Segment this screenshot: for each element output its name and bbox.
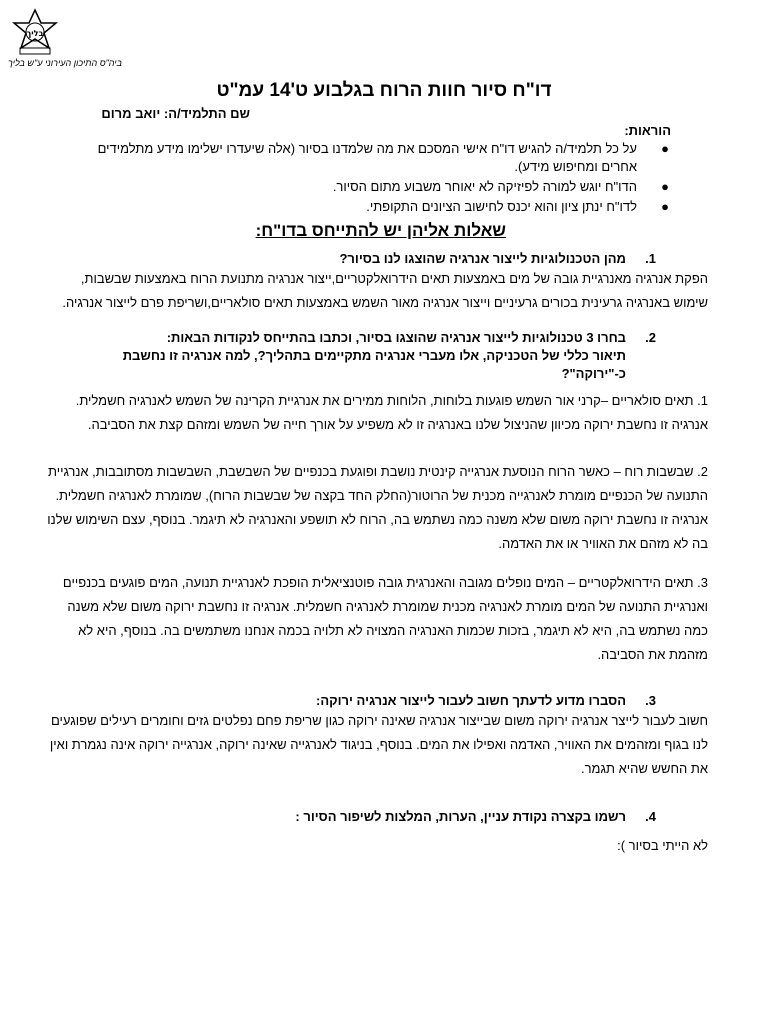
- answer-2-solar: 1. תאים סולאריים –קרני אור השמש פוגעות בלוחות, הלוחות ממירים את אנרגיית הקרינה של השמש לאנרגיה חשמלית. אנרגיה זו נחשבת ירוקה מכיוון שהניצול שלנו באנרגיה זו לא משפיע על אורך חייה של השמש ומזהם קצת את הסביבה.: [75, 393, 708, 432]
- school-name: ביה"ס התיכון העירוני ע"ש בליך: [8, 58, 123, 68]
- logo-text: בליך: [26, 29, 44, 38]
- question-1: 1.מהן הטכנולוגיות לייצור אנרגיה שהוצגו לנו בסיור?: [339, 251, 656, 266]
- school-logo-icon: [10, 8, 60, 58]
- answer-2-hydro: 3. תאים הידרואלקטריים – המים נופלים מגובה והאנרגית גובה פוטנציאלית הופכת לאנרגיית תנועה, המים פוגעים בכנפיים ואנרגיית התנועה של המים מומרת לאנרגיה מכנית שמומרת לאנרגיה חשמלית. אנרגיה זו נחשבת ירוקה משום שלא משנה כמה נשתמש בה, היא לא תיגמר, בזכות שכמות האנרגיה המצויה לא תלויה בכמה אנחנו משתמשים בה. בנוסף, היא לא מזהמת את הסביבה.: [62, 575, 708, 662]
- question-4: 4.רשמו בקצרה נקודת עניין, הערות, המלצות לשיפור הסיור :: [295, 809, 656, 824]
- bullet-icon: ●: [661, 141, 669, 156]
- bullet-icon: ●: [661, 199, 669, 214]
- question-3: 3.הסברו מדוע לדעתך חשוב לעבור לייצור אנרגיה ירוקה:: [315, 693, 656, 708]
- answer-3: חשוב לעבור לייצר אנרגיה ירוקה משום שבייצור אנרגיה שאינה ירוקה כגון שריפת פחם נפלטים גזים וחומרים רעילים שפוגעים לנו בגוף ומזהמים את האוויר, האדמה ואפילו את המים. בנוסף, בניגוד לאנרגייה שאינה ירוקה, אנרגייה ירוקה אינה נגמרת ואין את החשש שהיא תגמר.: [49, 713, 708, 776]
- bullet-icon: ●: [661, 179, 669, 194]
- list-item: ● לדו"ח ינתן ציון והוא יכנס לחישוב הציונים התקופתי.: [366, 199, 669, 214]
- answer-1: הפקת אנרגיה מאנרגיית גובה של מים באמצעות תאים הידרואלקטריים,ייצור אנרגיה מתנועת הרוח באמצעות שבשבות, שימוש באנרגיה גרעינית בכורים גרעיניים וייצור אנרגיה מאור השמש באמצעות תאים סולאריים,ושריפת פרם לייצור אנרגיה.: [62, 271, 708, 310]
- list-item: ● על כל תלמיד/ה להגיש דו"ח אישי המסכם את מה שלמדנו בסיור (אלה שיעדרו ישלימו מידע מתלמידים אחרים ומחיפוש מידע).: [97, 141, 669, 174]
- instructions-list: [96, 140, 671, 218]
- page-title: דו"ח סיור חוות הרוח בגלבוע ט'14 עמ"ט: [216, 80, 552, 101]
- instructions-heading: הוראות:: [624, 123, 671, 138]
- answer-4: לא הייתי בסיור ):: [617, 838, 708, 853]
- question-2: 2.בחרו 3 טכנולוגיות לייצור אנרגיה שהוצגו בסיור, וכתבו בהתייחס לנקודות הבאות: תיאור כללי של הטכניקה, אלו מעברי אנרגיה מתקיימים בתהליך?, למה אנרגיה זו נחשבת כ-"ירוקה"?: [122, 330, 656, 381]
- student-name: שם התלמיד/ה: יואב מרום: [101, 106, 250, 121]
- questions-header: שאלות אליהן יש להתייחס בדו"ח:: [255, 221, 506, 240]
- list-item: ● הדו"ח יוגש למורה לפיזיקה לא יאוחר משבוע מתום הסיור.: [332, 179, 669, 194]
- answer-2-wind: 2. שבשבות רוח – כאשר הרוח הנוסעת אנרגייה קינטית נושבת ופוגעת בכנפיים של השבשבת, השבשבות מסתובבות, אנרגיית התנועה של הכנפיים מומרת לאנרגייה מכנית של הרוטור(החלק החד בקצה של שבשבות הרוח), שמומרת לאנרגיה חשמלית. אנרגיה זו נחשבת ירוקה משום שלא משנה כמה נשתמש בה, הרוח לא תושפע והאנרגיה לא תיגמר. בנוסף, עצם השימוש שלנו בה לא מזהם את האוויר או את האדמה.: [47, 464, 708, 551]
